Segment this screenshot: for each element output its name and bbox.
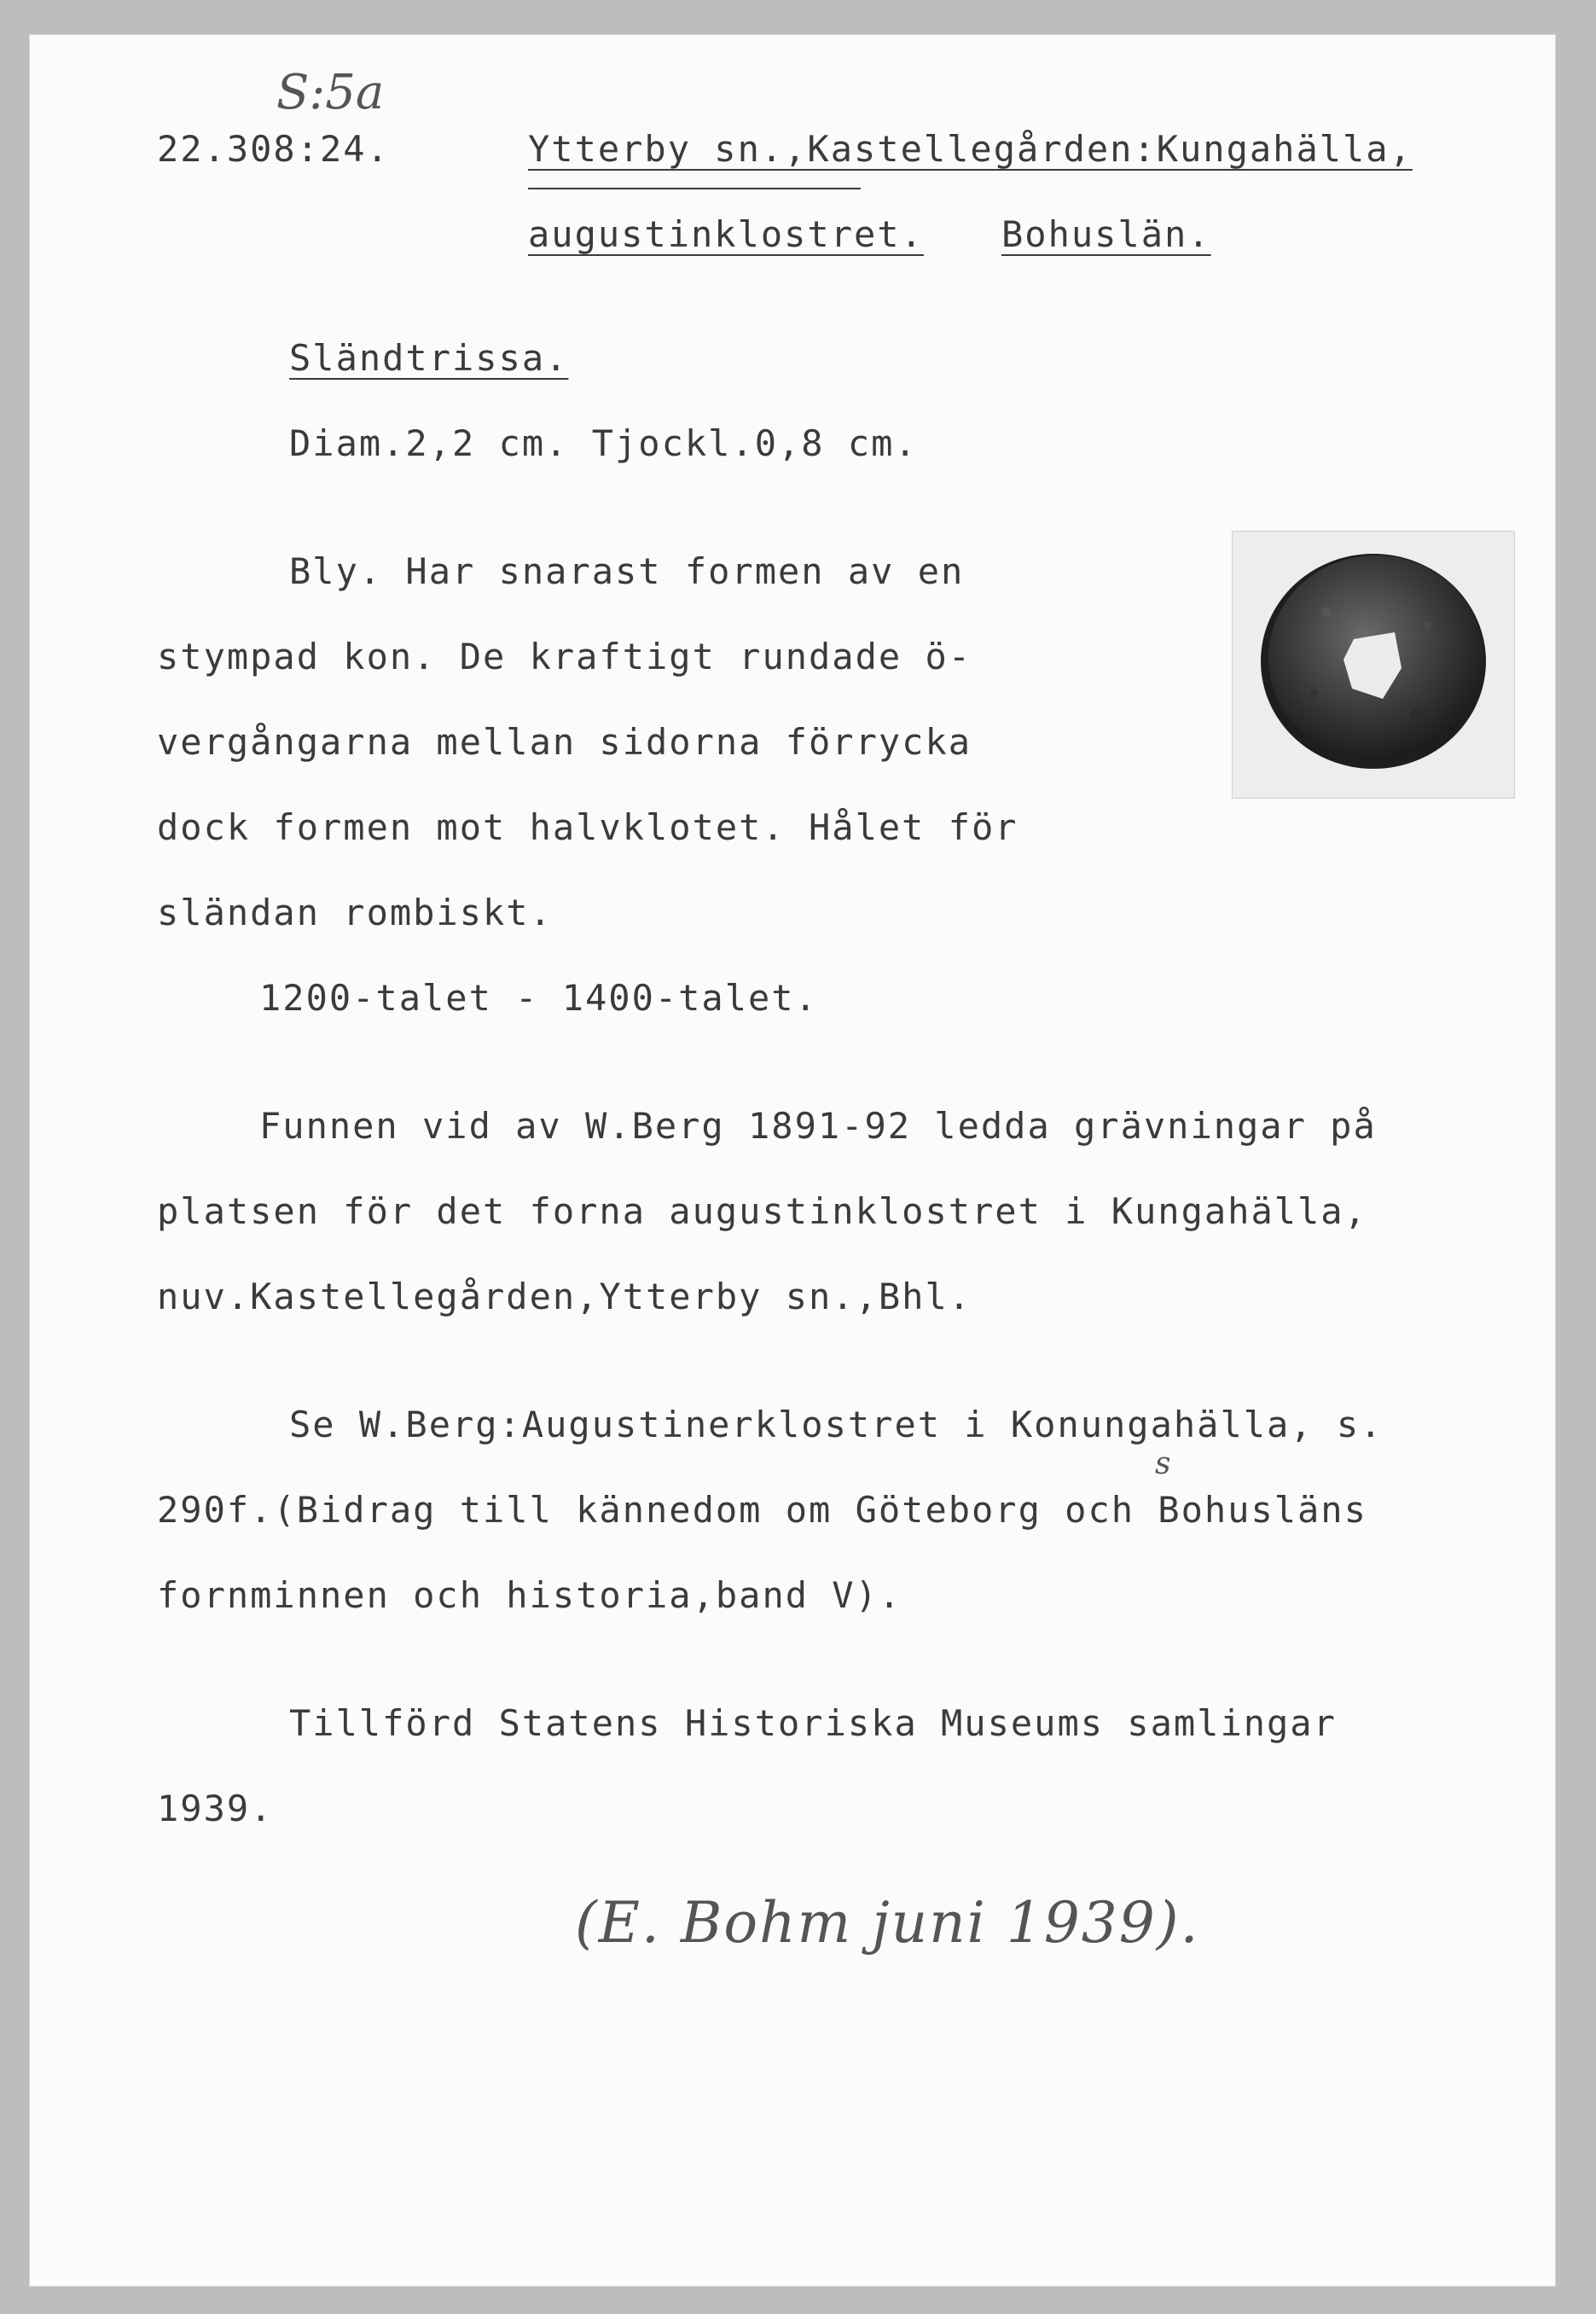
object-name: Sländtrissa. [289, 337, 569, 379]
location-line-2a: augustinklostret. [528, 213, 924, 255]
dimensions: Diam.2,2 cm. Tjockl.0,8 cm. [289, 422, 918, 464]
location-line-1: Ytterby sn.,Kastellegården:Kungahälla, [528, 128, 1413, 170]
description-line-2: stympad kon. De kraftigt rundade ö- [157, 636, 972, 677]
description-line-4: dock formen mot halvklotet. Hålet för [157, 806, 1019, 848]
description-line-1: Bly. Har snarast formen av en [289, 550, 965, 592]
find-info-line-2: platsen för det forna augustinklostret i Kungahälla, [157, 1190, 1367, 1232]
acquisition-line-1: Tillförd Statens Historiska Museums samlingar [289, 1702, 1337, 1744]
handwritten-code: S:5a [276, 65, 385, 120]
catalog-card [29, 34, 1556, 2287]
object-photo [1232, 531, 1515, 799]
location-line-2b: Bohuslän. [1001, 213, 1211, 255]
reference-line-3: fornminnen och historia,band V). [157, 1574, 902, 1616]
find-info-line-1: Funnen vid av W.Berg 1891-92 ledda grävningar på [259, 1105, 1377, 1147]
reference-line-1: Se W.Berg:Augustinerklostret i Konungahälla, s. [289, 1404, 1384, 1445]
location-rule [528, 188, 861, 189]
description-line-5: sländan rombiskt. [157, 892, 553, 933]
handwritten-signature: (E. Bohm juni 1939). [575, 1890, 1200, 1956]
reference-line-2: 290f.(Bidrag till kännedom om Göteborg och Bohusläns [157, 1489, 1367, 1531]
dating: 1200-talet - 1400-talet. [259, 977, 818, 1019]
find-info-line-3: nuv.Kastellegården,Ytterby sn.,Bhl. [157, 1276, 972, 1317]
spindle-whorl-image [1233, 532, 1514, 798]
catalog-number: 22.308:24. [157, 128, 390, 170]
description-line-3: vergångarna mellan sidorna förrycka [157, 721, 972, 763]
reference-insert: s [1155, 1446, 1171, 1481]
acquisition-line-2: 1939. [157, 1788, 274, 1829]
